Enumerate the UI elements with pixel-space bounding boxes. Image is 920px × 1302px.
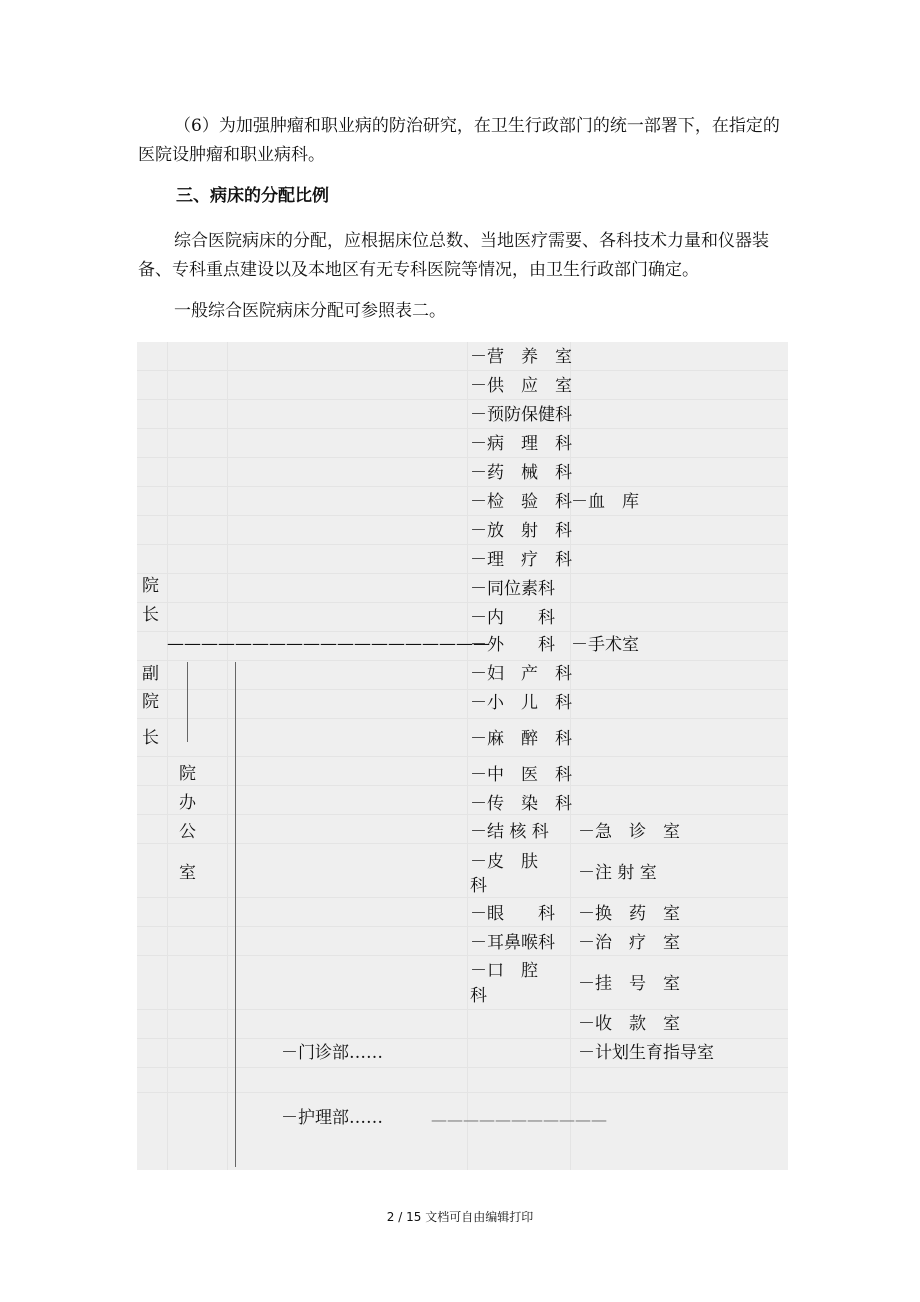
- department-item: －放 射 科: [470, 521, 572, 541]
- department-item: －理 疗 科: [470, 550, 572, 570]
- main-branch-line: ———————————————————: [167, 634, 490, 654]
- vice-dean-label: 院: [142, 692, 159, 712]
- nursing-dept-label: －护理部……: [281, 1108, 383, 1128]
- blood-bank-item: －血 库: [571, 492, 639, 512]
- operating-room-item: －手术室: [571, 635, 639, 655]
- nursing-dept-line: ———————————: [431, 1110, 607, 1129]
- org-chart: [137, 342, 788, 1170]
- office-label: 室: [179, 863, 196, 883]
- department-item: －同位素科: [470, 579, 555, 599]
- outpatient-room-item: －注 射 室: [578, 863, 657, 883]
- department-item: 科: [470, 876, 487, 896]
- department-item: －供 应 室: [470, 376, 572, 396]
- department-item: －传 染 科: [470, 794, 572, 814]
- outpatient-room-item: －计划生育指导室: [578, 1043, 714, 1063]
- department-item: －眼 科: [470, 904, 555, 924]
- department-item: －中 医 科: [470, 765, 572, 785]
- outpatient-room-item: －收 款 室: [578, 1014, 680, 1034]
- department-item: －结 核 科: [470, 822, 549, 842]
- department-item: －检 验 科: [470, 492, 572, 512]
- outpatient-room-item: －换 药 室: [578, 904, 680, 924]
- department-item: －小 儿 科: [470, 693, 572, 713]
- department-item: －麻 醉 科: [470, 729, 572, 749]
- page-footer: 2 / 15 文档可自由编辑打印: [386, 1210, 534, 1224]
- department-item: －外 科: [470, 635, 555, 655]
- outpatient-room-item: －挂 号 室: [578, 974, 680, 994]
- outpatient-dept-label: －门诊部……: [281, 1043, 383, 1063]
- dean-label: 院: [142, 576, 159, 596]
- department-item: －病 理 科: [470, 434, 572, 454]
- vice-dean-label: 副: [142, 664, 159, 684]
- department-item: －内 科: [470, 608, 555, 628]
- paragraph-tumor-occupational: （6）为加强肿瘤和职业病的防治研究，在卫生行政部门的统一部署下，在指定的医院设肿瘤和职业病科。: [138, 116, 780, 165]
- office-label: 办: [179, 793, 196, 813]
- department-item: －口 腔: [470, 961, 538, 981]
- vice-dean-connector: [187, 662, 188, 742]
- paragraph-bed-allocation: 综合医院病床的分配，应根据床位总数、当地医疗需要、各科技术力量和仪器装备、专科重点建设以及本地区有无专科医院等情况，由卫生行政部门确定。: [138, 231, 769, 280]
- department-item: －妇 产 科: [470, 664, 572, 684]
- paragraph-reference-table: 一般综合医院病床分配可参照表二。: [174, 301, 446, 321]
- admin-connector: [235, 662, 236, 1167]
- outpatient-room-item: －治 疗 室: [578, 933, 680, 953]
- section-heading: 三、病床的分配比例: [176, 186, 329, 206]
- department-item: －预防保健科: [470, 405, 572, 425]
- department-item: 科: [470, 986, 487, 1006]
- department-item: －皮 肤: [470, 852, 538, 872]
- dean-label: 长: [142, 605, 159, 625]
- office-label: 院: [179, 764, 196, 784]
- department-item: －耳鼻喉科: [470, 933, 555, 953]
- department-item: －营 养 室: [470, 347, 572, 367]
- office-label: 公: [179, 822, 196, 842]
- department-item: －药 械 科: [470, 463, 572, 483]
- vice-dean-label: 长: [142, 728, 159, 748]
- outpatient-room-item: －急 诊 室: [578, 822, 680, 842]
